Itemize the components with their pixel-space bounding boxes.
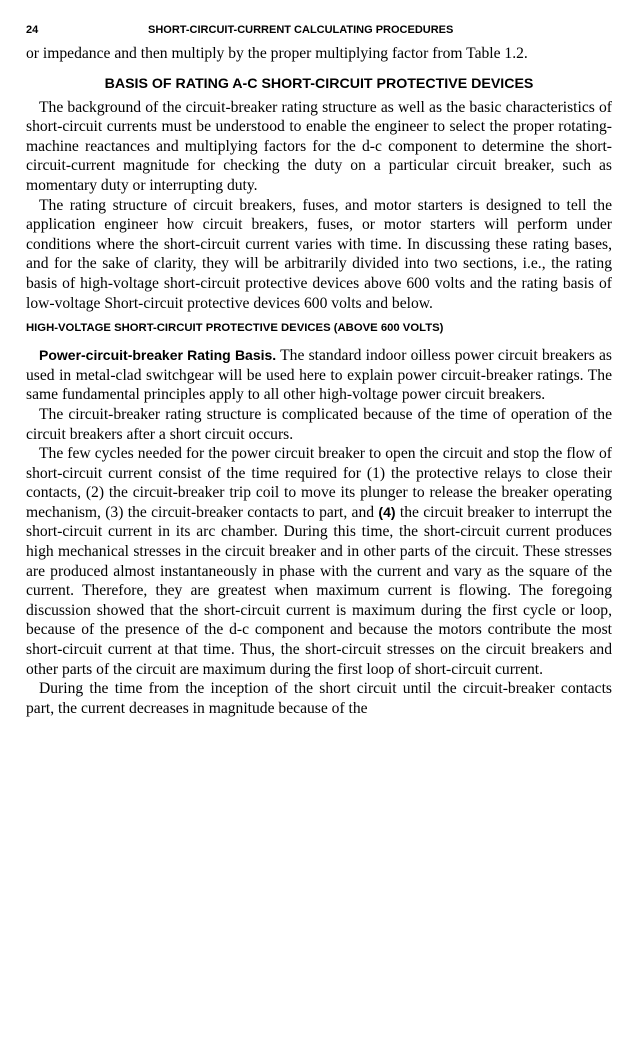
few-cycles-text-part2: the circuit breaker to interrupt the short-circuit current in its arc chamber. During this time, the short-circuit current produces high mechanical stresses in the circuit breaker and in other parts of the circuit. These stresses are produced almost instantaneously in phase with the current and vary as the square of the current. Therefore, they are greatest when maximum current is flowing. The foregoing discussion showed that the short-circuit current is maximum during the first cycle or loop, because of the presence of the d-c component and because the motors contribute the most short-circuit current at that time. Thus, the short-circuit stresses on the circuit breakers and other parts of the circuit are maximum during the first loop of short-circuit current. bbox=[26, 503, 612, 678]
run-in-text: The standard indoor oilless power circuit breakers as used in metal-clad switchgear will be used here to explain power circuit-breaker ratings. The same fundamental principles apply to all other high-voltage power circuit breakers. bbox=[26, 347, 612, 404]
subsection-heading: HIGH-VOLTAGE SHORT-CIRCUIT PROTECTIVE DEVICES (ABOVE 600 VOLTS) bbox=[26, 322, 444, 335]
body-paragraph-rating-structure: The rating structure of circuit breakers, fuses, and motor starters is designed to tell the application engineer how circuit breakers, fuses, or motor starters will perform under conditions where the short-circuit current varies with time. In discussing these rating bases, and for the sake of clarity, they will be arbitrarily divided into two sections, i.e., the rating basis of high-voltage short-circuit protective devices above 600 volts and the rating basis of low-voltage Short-circuit protective devices 600 volts and below. bbox=[26, 196, 612, 312]
running-header bbox=[26, 24, 612, 44]
section-heading: BASIS OF RATING A-C SHORT-CIRCUIT PROTECTIVE DEVICES bbox=[104, 75, 534, 92]
body-paragraph-few-cycles bbox=[26, 444, 612, 679]
few-cycles-text-part1: The few cycles needed for the power circuit breaker to open the circuit and stop the flow of short-circuit current consist of the time required for (1) the protective relays to close their contacts, (2) the circuit-breaker trip coil to move its plunger to release the breaker operating mechanism, (3) the circuit-breaker contacts to part, and bbox=[26, 445, 612, 521]
running-title: SHORT-CIRCUIT-CURRENT CALCULATING PROCEDURES bbox=[148, 24, 454, 36]
body-paragraph-complicated: The circuit-breaker rating structure is complicated because of the time of operation of the circuit breakers after a short circuit occurs. bbox=[26, 405, 612, 443]
book-page bbox=[26, 24, 612, 718]
page-number: 24 bbox=[26, 24, 39, 36]
body-paragraph-power-breaker bbox=[26, 346, 612, 405]
body-paragraph-final: During the time from the inception of the short circuit until the circuit-breaker contacts part, the current decreases in magnitude because of the bbox=[26, 680, 612, 717]
continuation-paragraph: or impedance and then multiply by the proper multiplying factor from Table 1.2. bbox=[26, 45, 528, 62]
enumeration-marker: (4) bbox=[378, 503, 396, 520]
body-paragraph-background: The background of the circuit-breaker rating structure as well as the basic characteristics of short-circuit currents must be understood to enable the engineer to select the proper rotating-machine reactances and multiplying factors for the d-c component to determine the short-circuit-current magnitude for checking the duty on a particular circuit breaker, such as momentary duty or interrupting duty. bbox=[26, 98, 612, 194]
run-in-heading: Power-circuit-breaker Rating Basis. bbox=[39, 347, 277, 364]
